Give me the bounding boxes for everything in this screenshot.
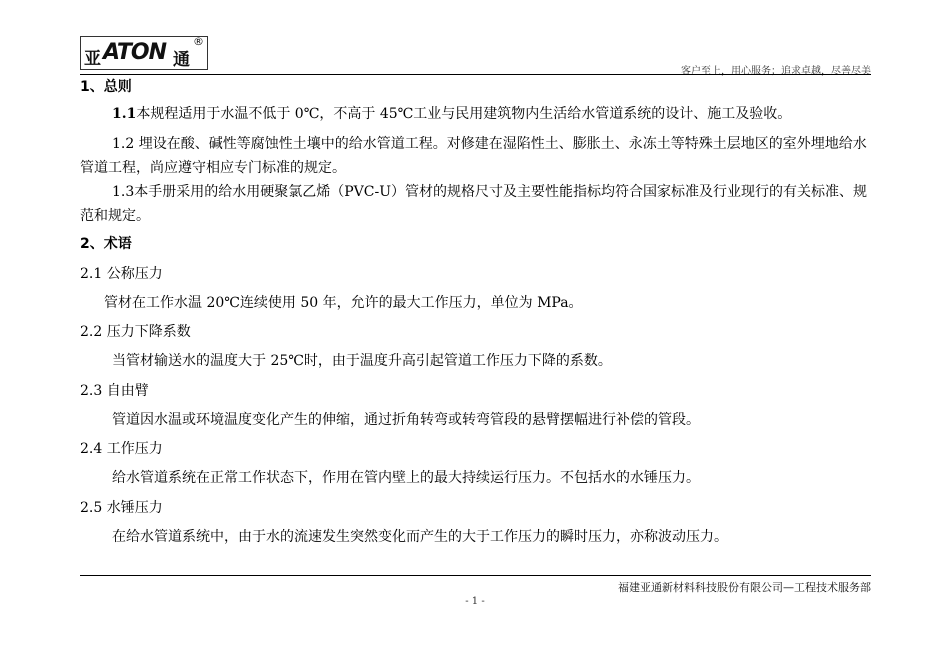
logo-cn-right: 通	[173, 50, 190, 70]
header-slogan: 客户至上，用心服务；追求卓越，尽善尽美	[681, 66, 871, 77]
clause-text: 埋设在酸、碱性等腐蚀性土壤中的给水管道工程。对修建在湿陷性土、膨胀土、永冻土等特殊土层地区的室外埋地给水管道工程，尚应遵守相应专门标准的规定。	[80, 136, 867, 176]
clause-1-1	[80, 102, 871, 126]
term-number: 2.1	[80, 266, 103, 282]
page-number: - 1 -	[465, 596, 485, 607]
clause-1-2	[80, 132, 871, 180]
clause-number: 1.2	[112, 136, 135, 152]
clause-number: 1.3	[112, 184, 135, 200]
section-heading-general: 1、总则	[80, 79, 132, 95]
term-2-2	[80, 321, 191, 341]
term-number: 2.2	[80, 324, 103, 340]
section-heading-terms: 2、术语	[80, 236, 132, 252]
clause-number: 1.1	[112, 106, 137, 122]
term-title: 压力下降系数	[106, 324, 191, 340]
term-title: 工作压力	[106, 441, 163, 457]
term-number: 2.3	[80, 383, 103, 399]
clause-text: 本手册采用的给水用硬聚氯乙烯（PVC-U）管材的规格尺寸及主要性能指标均符合国家标准及行业现行的有关标准、规范和规定。	[80, 184, 868, 224]
footer-rule	[80, 575, 871, 576]
term-2-5	[80, 497, 163, 517]
term-2-2-definition: 当管材输送水的温度大于 25℃时，由于温度升高引起管道工作压力下降的系数。	[112, 353, 612, 369]
header-rule	[80, 74, 871, 75]
term-2-3-definition: 管道因水温或环境温度变化产生的伸缩，通过折角转弯或转弯管段的悬臂摆幅进行补偿的管段。	[112, 412, 700, 428]
logo-cn-left: 亚	[84, 49, 101, 69]
term-title: 水锤压力	[106, 500, 163, 516]
registered-mark: ®	[193, 35, 204, 48]
company-logo	[80, 36, 208, 70]
term-2-4-definition: 给水管道系统在正常工作状态下，作用在管内壁上的最大持续运行压力。不包括水的水锤压力。	[112, 470, 700, 486]
logo-brand: ATON	[103, 40, 167, 65]
clause-text: 本规程适用于水温不低于 0℃，不高于 45℃工业与民用建筑物内生活给水管道系统的设计、施工及验收。	[136, 106, 792, 122]
clause-1-3	[80, 180, 871, 228]
term-2-3	[80, 380, 149, 400]
term-2-1	[80, 263, 163, 283]
footer-company: 福建亚通新材料科技股份有限公司—工程技术服务部	[618, 581, 871, 594]
term-number: 2.4	[80, 441, 103, 457]
term-2-4	[80, 438, 163, 458]
term-2-1-definition: 管材在工作水温 20℃连续使用 50 年，允许的最大工作压力，单位为 MPa。	[104, 295, 583, 311]
term-2-5-definition: 在给水管道系统中，由于水的流速发生突然变化而产生的大于工作压力的瞬时压力，亦称波动压力。	[112, 529, 728, 545]
term-title: 自由臂	[106, 383, 149, 399]
term-number: 2.5	[80, 500, 103, 516]
term-title: 公称压力	[106, 266, 163, 282]
